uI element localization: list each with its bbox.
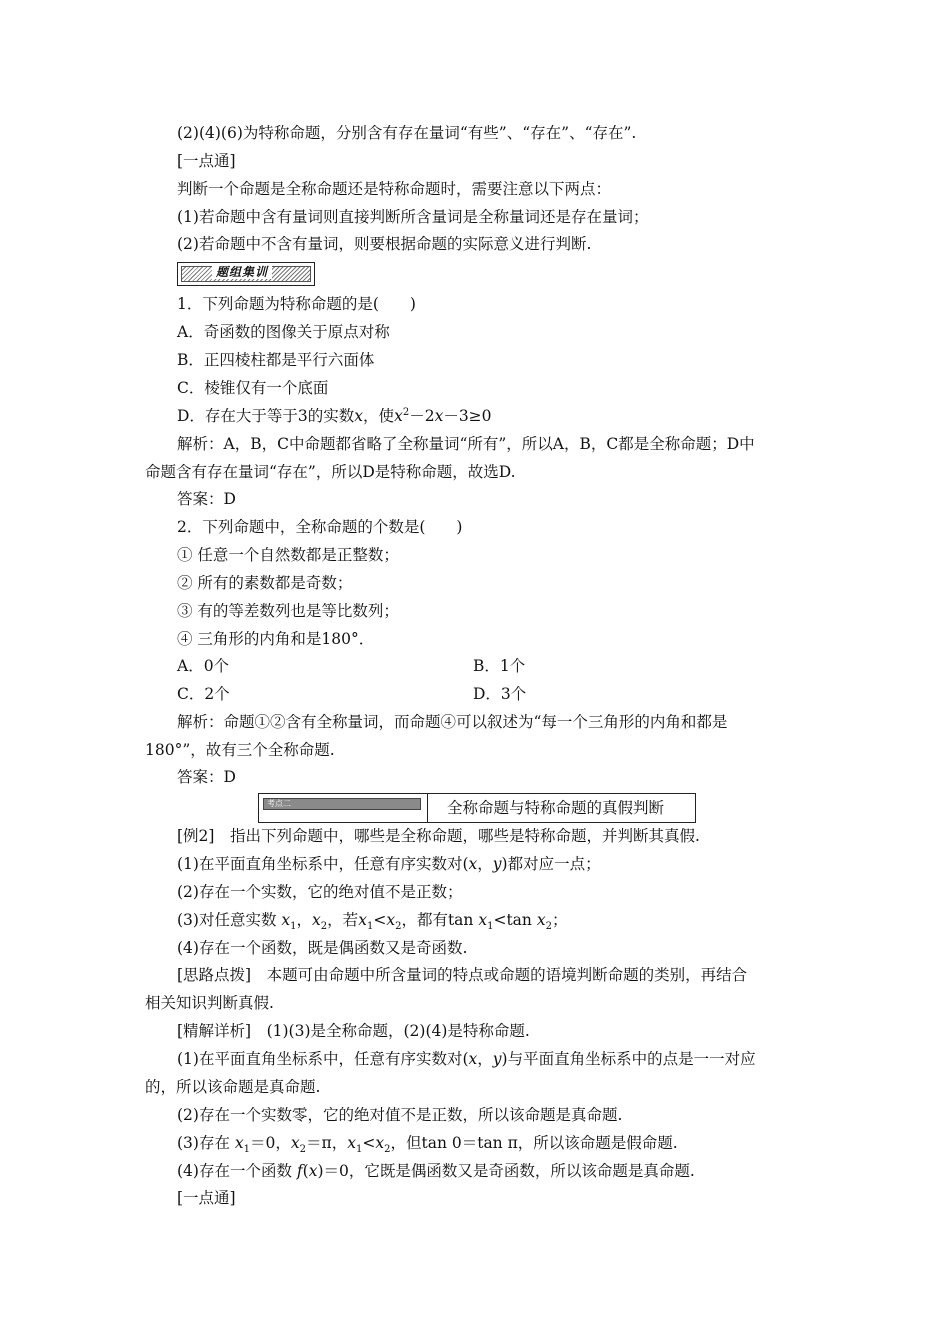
math-var: x: [394, 407, 403, 425]
statement-3: ③ 有的等差数列也是等比数列；: [177, 602, 399, 620]
math-var: x: [375, 1134, 385, 1152]
option-a: A．0个: [177, 657, 230, 675]
option-a: A．奇函数的图像关于原点对称: [177, 323, 390, 341]
option-c: C．棱锥仅有一个底面: [177, 379, 329, 397]
math-var: y: [492, 1050, 502, 1068]
math-sub: 2: [384, 1144, 391, 1156]
math-sub: 1: [366, 921, 374, 933]
option-d-text: －3≥0: [443, 407, 492, 425]
solution-1: [177, 1049, 756, 1069]
banner-divider: [427, 794, 428, 822]
proposition-3: [177, 910, 568, 933]
text-line: (1)若命题中含有量词则直接判断所含量词是全称量词还是存在量词；: [177, 208, 649, 226]
tip-heading: [一点通]: [177, 1189, 236, 1207]
math-sub: 2: [545, 921, 552, 933]
text-line: (2)(4)(6)为特称命题，分别含有存在量词“有些”、“存在”、“存在”.: [177, 124, 637, 142]
solution-text: 命题含有存在量词“存在”，所以D是特称命题，故选D.: [145, 463, 516, 481]
question-stem: 2．下列命题中，全称命题的个数是( ): [177, 518, 463, 536]
text-run: ，: [477, 855, 493, 873]
exercise-group-banner: [177, 262, 315, 286]
math-var: x: [478, 911, 488, 929]
text-run: ，: [477, 1050, 493, 1068]
text-run: (3)对任意实数: [177, 911, 277, 929]
text-run: ，: [296, 911, 313, 929]
option-b: B．1个: [473, 657, 526, 675]
math-var: x: [468, 1050, 478, 1068]
banner-label: 题组集训: [212, 265, 272, 279]
section-banner: [258, 793, 696, 823]
math-sup: 2: [402, 406, 410, 418]
text-run: )都对应一点；: [501, 855, 601, 873]
text-run: <tan: [493, 911, 532, 929]
proposition-2: (2)存在一个实数，它的绝对值不是正数；: [177, 883, 463, 901]
text-run: ＝0，: [250, 1134, 291, 1152]
solution-1-cont: 的，所以该命题是真命题.: [145, 1078, 321, 1096]
option-d: [177, 406, 492, 426]
option-d-text: D．存在大于等于3的实数: [177, 407, 355, 425]
hint-text: 相关知识判断真假.: [145, 994, 274, 1012]
math-var: y: [492, 855, 502, 873]
solution-4: [177, 1161, 695, 1181]
math-var: x: [386, 911, 396, 929]
math-sub: 2: [395, 921, 402, 933]
text-run: <: [362, 1134, 376, 1152]
math-var: x: [536, 911, 546, 929]
text-run: ；: [551, 911, 568, 929]
math-var: x: [468, 855, 478, 873]
text-run: (3)存在: [177, 1134, 230, 1152]
math-var: x: [354, 407, 364, 425]
text-run: (1)在平面直角坐标系中，任意有序实数对(: [177, 1050, 469, 1068]
answer: 答案：D: [177, 490, 236, 508]
text-run: (1)在平面直角坐标系中，任意有序实数对(: [177, 855, 469, 873]
math-var: x: [234, 1134, 244, 1152]
example-heading: [例2] 指出下列命题中，哪些是全称命题，哪些是特称命题，并判断其真假.: [177, 827, 700, 845]
math-sub: 2: [299, 1144, 307, 1156]
math-var: x: [434, 407, 444, 425]
statement-2: ② 所有的素数都是奇数；: [177, 574, 353, 592]
text-line: (2)若命题中不含有量词，则要根据命题的实际意义进行判断.: [177, 235, 592, 253]
math-sub: 2: [320, 921, 328, 933]
option-d-text: －2: [409, 407, 435, 425]
text-run: ＝π，: [306, 1134, 348, 1152]
answer: 答案：D: [177, 768, 236, 786]
section-title: 全称命题与特称命题的真假判断: [447, 799, 665, 817]
statement-4: ④ 三角形的内角和是180°．: [177, 630, 375, 648]
solution-text: 解析：命题①②含有全称量词，而命题④可以叙述为“每一个三角形的内角和都是: [177, 713, 728, 731]
option-d: D．3个: [473, 685, 527, 703]
proposition-1: [177, 854, 601, 874]
section-tag: [263, 798, 421, 810]
proposition-4: (4)存在一个函数，既是偶函数又是奇函数.: [177, 939, 468, 957]
solution-2: (2)存在一个实数零，它的绝对值不是正数，所以该命题是真命题.: [177, 1106, 623, 1124]
solution-3: [177, 1133, 678, 1156]
math-var: x: [347, 1134, 356, 1152]
solution-heading: [精解详析] (1)(3)是全称命题，(2)(4)是特称命题.: [177, 1022, 530, 1040]
text-run: (: [302, 1162, 309, 1180]
math-sub: 1: [355, 1144, 363, 1156]
text-run: ，若: [327, 911, 359, 929]
math-var: x: [312, 911, 321, 929]
math-var: x: [308, 1162, 318, 1180]
text-run: <: [373, 911, 387, 929]
section-tag-label: 考点二: [267, 799, 291, 808]
math-sub: 1: [290, 921, 297, 933]
text-line: 判断一个命题是全称命题还是特称命题时，需要注意以下两点：: [177, 180, 612, 198]
math-var: f: [296, 1162, 303, 1180]
math-var: x: [358, 911, 367, 929]
text-run: )＝0，它既是偶函数又是奇函数，所以该命题是真命题.: [317, 1162, 695, 1180]
option-c: C．2个: [177, 685, 230, 703]
text-run: (4)存在一个函数: [177, 1162, 292, 1180]
option-b: B．正四棱柱都是平行六面体: [177, 351, 375, 369]
solution-text: 180°”，故有三个全称命题.: [145, 741, 335, 759]
solution-text: 解析：A，B，C中命题都省略了全称量词“所有”，所以A，B，C都是全称命题；D中: [177, 435, 755, 453]
hint-text: [思路点拨] 本题可由命题中所含量词的特点或命题的语境判断命题的类别，再结合: [177, 966, 748, 984]
text-run: ，但tan 0＝tan π，所以该命题是假命题.: [390, 1134, 678, 1152]
math-sub: 1: [243, 1144, 251, 1156]
tip-heading: [一点通]: [177, 152, 236, 170]
math-var: x: [290, 1134, 300, 1152]
text-run: ，都有tan: [401, 911, 474, 929]
statement-1: ① 任意一个自然数都是正整数；: [177, 546, 399, 564]
math-sub: 1: [487, 921, 494, 933]
question-stem: 1．下列命题为特称命题的是( ): [177, 295, 416, 313]
math-var: x: [281, 911, 291, 929]
text-run: )与平面直角坐标系中的点是一一对应: [501, 1050, 756, 1068]
option-d-text: ，使: [363, 407, 395, 425]
